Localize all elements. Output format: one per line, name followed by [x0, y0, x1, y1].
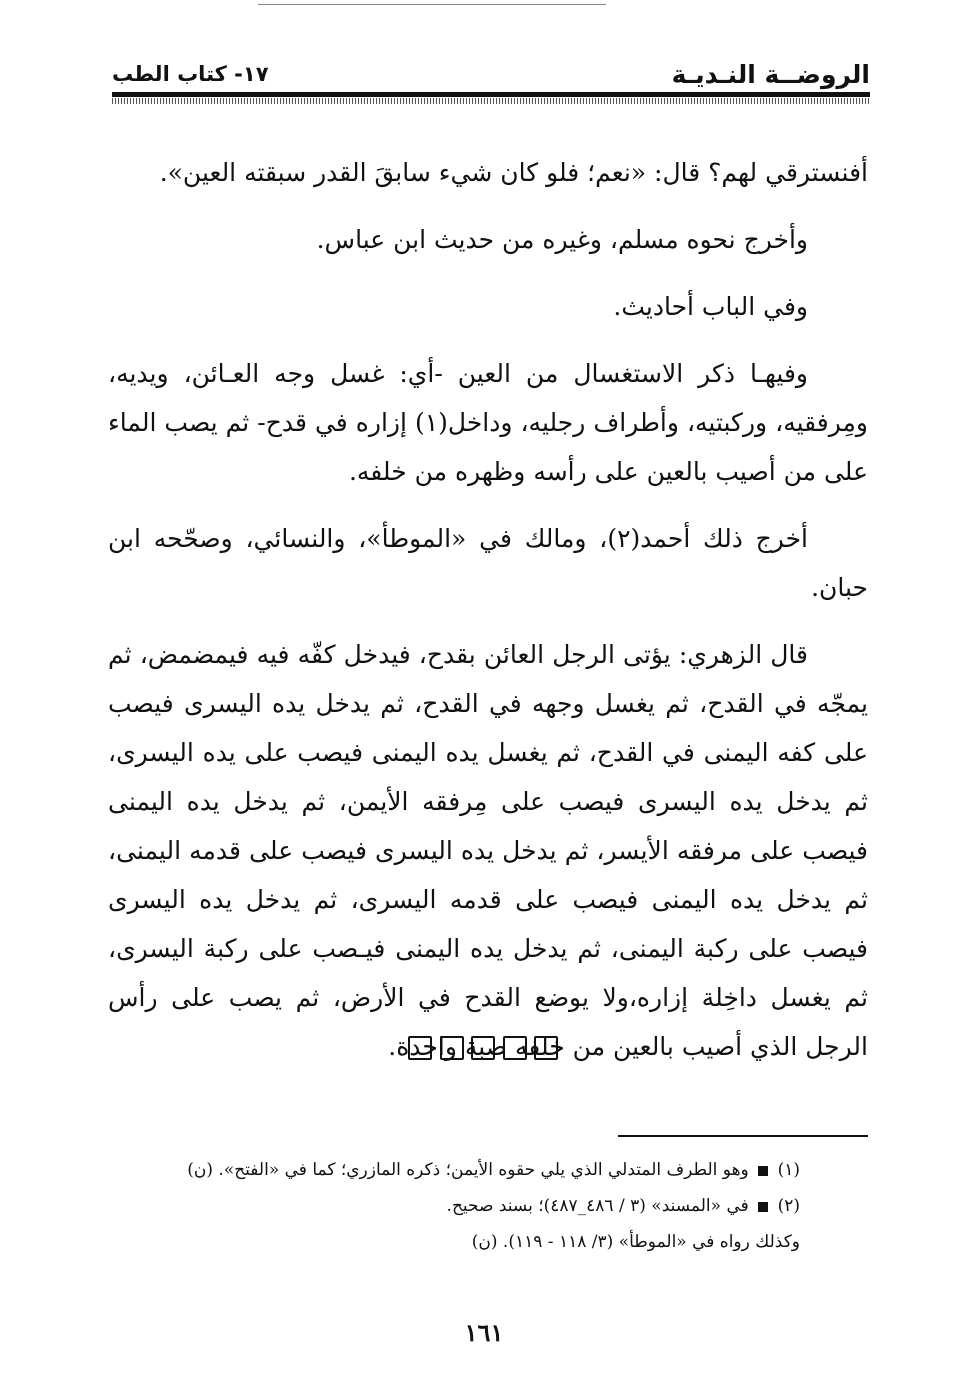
footnotes [150, 1152, 800, 1260]
footnote-2-text: في «المسند» (٣ / ٤٨٦_٤٨٧)؛ بسند صحيح. [446, 1196, 749, 1216]
paragraph-1: أفنسترقي لهم؟ قال: «نعم؛ فلو كان شيء سابقَ القدر سبقته العين». [159, 158, 868, 187]
paragraph-4: وفيهـا ذكر الاستغسال من العين -أي: غسل وجه العـائن، ويديه، ومِرفقيه، وركبتيه، وأطراف رجليه، وداخل(١) إزاره في قدح- ثم يصب الماء على من أصيب بالعين على رأسه وظهره من خلفه. [108, 359, 868, 486]
footnote-1-number: (١) [777, 1160, 800, 1180]
paragraph-6: قال الزهري: يؤتى الرجل العائن بقدح، فيدخل كفّه فيه فيمضمض، ثم يمجّه في القدح، ثم يغسل وجهه في القدح، ثم يدخل يده اليسرى فيصب على كفه اليمنى في القدح، ثم يغسل يده اليمنى فيصب على يده اليسرى، ثم يدخل يده اليسرى فيصب على مِرفقه الأيمن، ثم يدخل يده اليمنى فيصب على مرفقه الأيسر، ثم يدخل يده اليسرى فيصب على قدمه اليمنى، ثم يدخل يده اليمنى فيصب على قدمه اليسرى، ثم يدخل يده اليسرى فيصب على ركبة اليمنى، ثم يدخل يده اليمنى فيـصب على ركبة اليسرى، ثم يغسل داخِلة إزاره،ولا يوضع القدح في الأرض، ثم يصب على رأس الرجل الذي أصيب بالعين من خلفه صبة واحدة. [108, 640, 868, 1061]
separator-box-icon [408, 1036, 432, 1060]
footnote-rule [618, 1135, 868, 1137]
paragraph-3: وفي الباب أحاديث. [613, 292, 808, 321]
header-rule [112, 92, 870, 97]
separator-box-icon [471, 1036, 495, 1060]
chapter-title: ١٧- كتاب الطب [112, 62, 269, 86]
separator-box-icon [440, 1036, 464, 1060]
separator-box-icon [503, 1036, 527, 1060]
footnote-3-text: وكذلك رواه في «الموطأ» (٣/ ١١٨ - ١١٩). (ن) [471, 1232, 800, 1252]
square-icon [758, 1202, 768, 1212]
separator-box-icon [534, 1036, 558, 1060]
footnote-3 [150, 1224, 800, 1260]
footnote-1-text: وهو الطرف المتدلي الذي يلي حقوه الأيمن؛ ذكره المازري؛ كما في «الفتح». (ن) [187, 1160, 749, 1180]
footnote-2 [150, 1188, 800, 1224]
section-separator [408, 1036, 558, 1062]
body-text [108, 148, 868, 1089]
footnote-1 [150, 1152, 800, 1188]
page-header [112, 58, 870, 104]
top-rule [258, 4, 606, 5]
paragraph-5: أخرج ذلك أحمد(٢)، ومالك في «الموطأ»، والنسائي، وصحّحه ابن حبان. [108, 524, 868, 602]
header-hatch-rule [112, 98, 870, 104]
page-number: ١٦١ [464, 1318, 504, 1347]
book-title: الروضــة النـديـة [671, 60, 870, 89]
paragraph-2: وأخرج نحوه مسلم، وغيره من حديث ابن عباس. [316, 225, 808, 254]
square-icon [758, 1166, 768, 1176]
footnote-2-number: (٢) [777, 1196, 800, 1216]
